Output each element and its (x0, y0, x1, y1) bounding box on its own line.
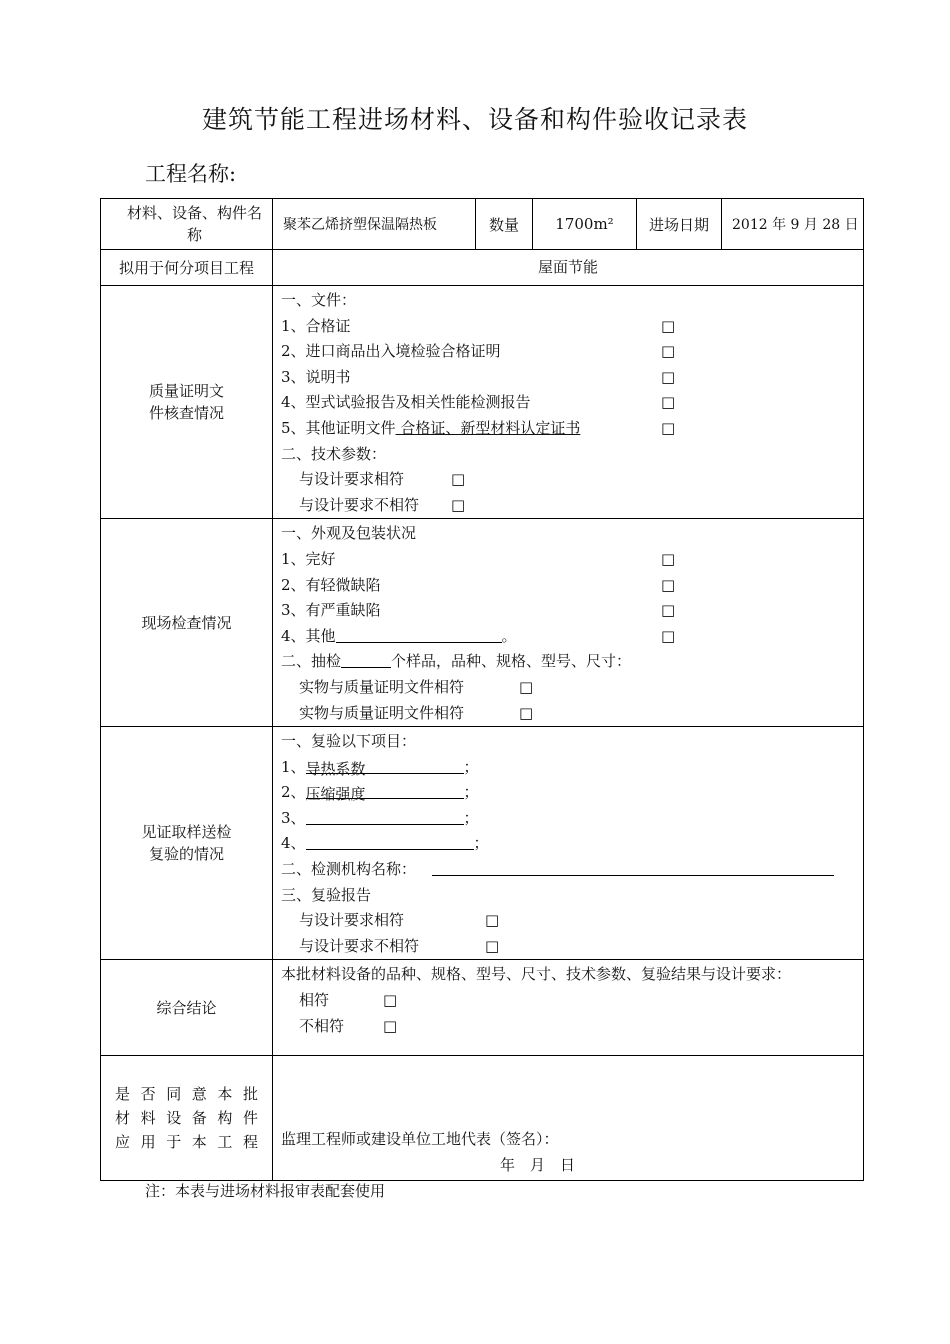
list-item: 与设计要求相符 □ (281, 467, 863, 493)
signature-label: 监理工程师或建设单位工地代表（签名）： (281, 1130, 559, 1149)
quantity-value: 1700m² (533, 199, 637, 250)
site-inspection-label: 现场检查情况 (101, 519, 273, 727)
approval-label-line: 是否同意本批 (115, 1085, 258, 1104)
checkbox[interactable]: □ (485, 936, 500, 955)
list-item: 相符 □ (281, 988, 863, 1014)
page-title: 建筑节能工程进场材料、设备和构件验收记录表 (201, 105, 748, 134)
checkbox[interactable]: □ (661, 342, 676, 361)
retest-item-2: 压缩强度 (306, 782, 464, 799)
list-item: 4、 ； (281, 834, 489, 853)
list-item: 二、技术参数： (281, 444, 387, 463)
site-inspection-row (101, 519, 864, 727)
sub-project-value: 屋面节能 (273, 250, 864, 286)
retest-label (101, 727, 273, 960)
quality-docs-content (273, 286, 864, 519)
list-item: 一、文件： (281, 291, 357, 309)
list-item: 1、导热系数 ； (281, 757, 479, 778)
approval-label-line: 材料设备构件 (115, 1109, 258, 1128)
retest-label-line2: 复验的情况 (148, 845, 224, 864)
material-info-row (101, 199, 864, 250)
list-item: 3、有严重缺陷 □ (281, 598, 863, 624)
checkbox[interactable]: □ (661, 418, 676, 437)
sub-project-row (101, 250, 864, 286)
material-name-value: 聚苯乙烯挤塑保温隔热板 (273, 199, 476, 250)
list-item: 本批材料设备的品种、规格、型号、尺寸、技术参数、复验结果与设计要求： (281, 965, 792, 984)
checkbox[interactable]: □ (661, 393, 676, 412)
entry-date-value: 2012 年 9 月 28 日 (722, 199, 864, 250)
checkbox[interactable]: □ (519, 703, 534, 722)
footnote: 注：本表与进场材料报审表配套使用 (145, 1182, 386, 1200)
checkbox[interactable]: □ (661, 316, 676, 335)
quality-docs-row (101, 286, 864, 519)
checkbox[interactable]: □ (661, 575, 676, 594)
list-item: 二、检测机构名称： (281, 857, 863, 883)
approval-label (101, 1056, 273, 1181)
list-item: 4、型式试验报告及相关性能检测报告 □ (281, 390, 863, 416)
approval-content (273, 1056, 864, 1181)
checkbox[interactable]: □ (661, 626, 676, 645)
checkbox[interactable]: □ (519, 677, 534, 696)
blank-line[interactable] (336, 626, 502, 643)
retest-content (273, 727, 864, 960)
list-item: 4、其他 。 □ (281, 624, 863, 650)
list-item: 3、说明书 □ (281, 365, 863, 391)
list-item: 三、复验报告 (281, 885, 372, 904)
site-inspection-content (273, 519, 864, 727)
other-docs-value: 合格证、新型材料认定证书 (395, 418, 581, 437)
list-item: 实物与质量证明文件相符 □ (281, 701, 863, 727)
list-item: 一、外观及包装状况 (281, 524, 417, 543)
list-item: 1、合格证 □ (281, 314, 863, 340)
entry-date-label: 进场日期 (637, 199, 722, 250)
conclusion-row (101, 960, 864, 1056)
testing-agency-blank[interactable] (432, 859, 834, 876)
material-name-label: 材料、设备、构件名称 (101, 199, 273, 250)
project-name-label: 工程名称: (145, 162, 237, 186)
list-item: 一、复验以下项目： (281, 732, 417, 751)
conclusion-content (273, 960, 864, 1056)
list-item: 实物与质量证明文件相符 □ (281, 675, 863, 701)
list-item: 2、压缩强度 ； (281, 783, 479, 804)
blank-line[interactable] (306, 808, 464, 825)
quantity-label: 数量 (476, 199, 533, 250)
list-item: 2、有轻微缺陷 □ (281, 573, 863, 599)
checkbox[interactable]: □ (661, 549, 676, 568)
sub-project-label: 拟用于何分项目工程 (101, 250, 273, 286)
checkbox[interactable]: □ (383, 991, 398, 1010)
list-item: 1、完好 □ (281, 547, 863, 573)
retest-item-1: 导热系数 (306, 757, 464, 774)
checkbox[interactable]: □ (485, 911, 500, 930)
signature-date: 年 月 日 (500, 1155, 576, 1174)
list-item: 二、抽检 个样品，品种、规格、型号、尺寸： (281, 652, 632, 671)
checkbox[interactable]: □ (451, 470, 466, 489)
approval-label-line: 应用于本工程 (115, 1133, 258, 1152)
list-item: 2、进口商品出入境检验合格证明 □ (281, 339, 863, 365)
list-item: 与设计要求不相符 □ (281, 934, 863, 960)
retest-label-line1: 见证取样送检 (141, 823, 232, 842)
list-item: 与设计要求相符 □ (281, 908, 863, 934)
checkbox[interactable]: □ (661, 367, 676, 386)
approval-row (101, 1056, 864, 1181)
acceptance-record-table (100, 198, 864, 1181)
list-item: 5、其他证明文件 合格证、新型材料认定证书 □ (281, 416, 863, 442)
list-item: 与设计要求不相符 □ (281, 493, 863, 519)
quality-docs-label-line1: 质量证明文 (148, 382, 224, 401)
quality-docs-label (101, 286, 273, 519)
list-item: 不相符 □ (281, 1014, 863, 1040)
retest-row (101, 727, 864, 960)
list-item: 3、 ； (281, 808, 479, 827)
checkbox[interactable]: □ (451, 495, 466, 514)
blank-line[interactable] (306, 833, 474, 850)
conclusion-label: 综合结论 (101, 960, 273, 1056)
checkbox[interactable]: □ (661, 601, 676, 620)
checkbox[interactable]: □ (383, 1016, 398, 1035)
quality-docs-label-line2: 件核查情况 (148, 404, 224, 423)
blank-line[interactable] (341, 651, 391, 668)
